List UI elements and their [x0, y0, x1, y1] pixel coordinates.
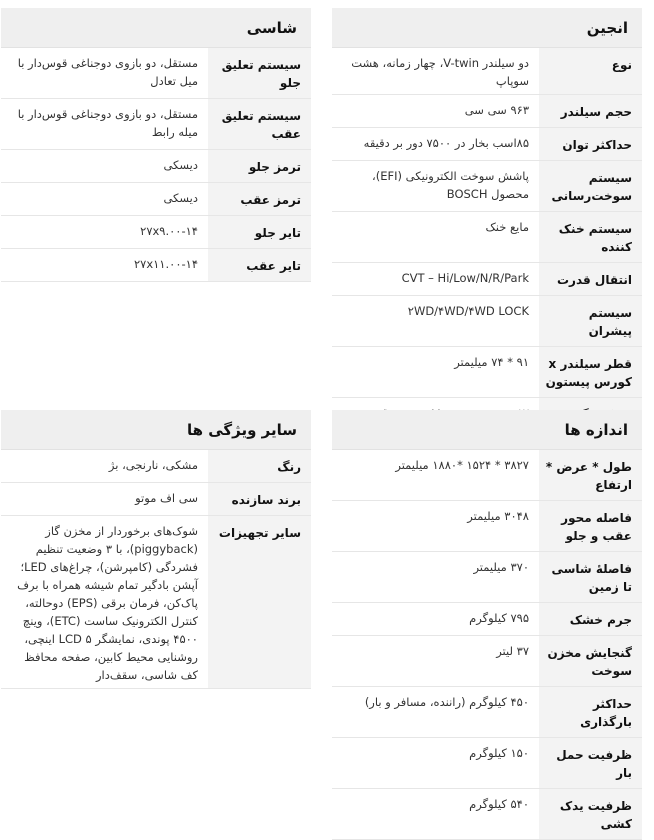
spec-value: مایع خنک	[485, 220, 529, 234]
spec-row	[1, 249, 311, 282]
spec-label: سیستم تعلیق جلو	[208, 48, 311, 98]
spec-value: ۲۷x۱۱.۰۰-۱۴	[133, 257, 198, 271]
spec-value: شوک‌های برخوردار از مخزن گاز (piggyback)، با ۳ وضعیت تنظیم فشردگی (کامپرشن)، چراغ‌های LED؛ آپشن بادگیر تمام شیشه همراه با برف پاک‌کن، فرمان برقی (EPS) دوحالته، کنترل الکترونیک ساست (ETC)، وینچ ۴۵۰۰ پوندی، نمایشگر ۵ LCD اینچی، روشنایی محیط کابین، صفحه محافظ کف شاسی، سقف‌دار	[17, 524, 198, 682]
spec-row	[1, 99, 311, 150]
spec-value: مستقل، دو بازوی دوجناغی قوس‌دار با میل تعادل	[17, 56, 198, 88]
spec-label: جرم خشک	[539, 603, 642, 635]
spec-row	[1, 516, 311, 689]
spec-label: نوع	[539, 48, 642, 94]
spec-row	[1, 450, 311, 483]
spec-row	[1, 483, 311, 516]
dimensions-spec-rows	[332, 450, 642, 840]
spec-label: ظرفیت حمل بار	[539, 738, 642, 788]
spec-label: رنگ	[208, 450, 311, 482]
spec-row	[332, 347, 642, 398]
spec-label: حجم سیلندر	[539, 95, 642, 127]
other-features-card-title: سایر ویژگی ها	[1, 410, 311, 450]
other-features-card	[1, 410, 311, 689]
spec-value: ۸۵اسب بخار در ۷۵۰۰ دور بر دقیقه	[363, 136, 529, 150]
spec-row	[332, 212, 642, 263]
engine-spec-card	[332, 8, 642, 431]
spec-label: تایر جلو	[208, 216, 311, 248]
spec-row	[332, 263, 642, 296]
spec-value: ۵۴۰ کیلوگرم	[469, 797, 529, 811]
spec-row	[332, 738, 642, 789]
spec-row	[332, 636, 642, 687]
spec-value: دو سیلندر V-twin، چهار زمانه، هشت سوپاپ	[351, 56, 529, 88]
spec-value: ۳۷۰ میلیمتر	[473, 560, 529, 574]
dimensions-spec-card	[332, 410, 642, 840]
spec-label: ظرفیت یدک کشی	[539, 789, 642, 839]
spec-row	[1, 150, 311, 183]
spec-value: دیسکی	[163, 158, 198, 172]
spec-row	[332, 161, 642, 212]
spec-label: سیستم پیشران	[539, 296, 642, 346]
spec-row	[1, 48, 311, 99]
engine-spec-rows	[332, 48, 642, 431]
spec-row	[332, 95, 642, 128]
spec-value: CVT – Hi/Low/N/R/Park	[401, 271, 529, 285]
spec-label: سیستم تعلیق عقب	[208, 99, 311, 149]
spec-value: سی اف موتو	[135, 491, 198, 505]
engine-card-title: انجین	[332, 8, 642, 48]
spec-row	[332, 552, 642, 603]
spec-row	[332, 687, 642, 738]
chassis-spec-card	[1, 8, 311, 282]
spec-label: سایر تجهیزات	[208, 516, 311, 688]
spec-label: فاصلهٔ شاسی تا زمین	[539, 552, 642, 602]
chassis-card-title: شاسی	[1, 8, 311, 48]
spec-row	[332, 296, 642, 347]
other-features-rows	[1, 450, 311, 689]
spec-label: حداکثر بارگذاری	[539, 687, 642, 737]
spec-label: ترمز جلو	[208, 150, 311, 182]
spec-row	[1, 216, 311, 249]
spec-label: ترمز عقب	[208, 183, 311, 215]
spec-value: ۳۷ لیتر	[496, 644, 529, 658]
spec-row	[332, 789, 642, 840]
spec-value: ۷۹۵ کیلوگرم	[469, 611, 529, 625]
spec-value: مشکی، نارنجی، بژ	[108, 458, 198, 472]
spec-label: گنجایش مخزن سوخت	[539, 636, 642, 686]
spec-label: سیستم سوخت‌رسانی	[539, 161, 642, 211]
spec-value: مستقل، دو بازوی دوجناغی قوس‌دار با میله رابط	[17, 107, 198, 139]
spec-value: ۳۸۲۷ * ۱۵۲۴ *۱۸۸۰ میلیمتر	[395, 458, 529, 472]
spec-label: سیستم خنک کننده	[539, 212, 642, 262]
spec-row	[332, 128, 642, 161]
spec-label: طول * عرض * ارتفاع	[539, 450, 642, 500]
spec-label: حداکثر توان	[539, 128, 642, 160]
dimensions-card-title: اندازه ها	[332, 410, 642, 450]
spec-row	[332, 603, 642, 636]
spec-row	[1, 183, 311, 216]
spec-label: قطر سیلندر x کورس پیستون	[539, 347, 642, 397]
spec-row	[332, 450, 642, 501]
spec-row	[332, 48, 642, 95]
spec-label: فاصله محور عقب و جلو	[539, 501, 642, 551]
spec-value: ۹۱ * ۷۴ میلیمتر	[454, 355, 529, 369]
spec-row	[332, 501, 642, 552]
spec-value: ۹۶۳ سی سی	[464, 103, 529, 117]
spec-label: برند سازنده	[208, 483, 311, 515]
spec-value: ۴۵۰ کیلوگرم (راننده، مسافر و بار)	[364, 695, 529, 709]
spec-value: ۳۰۴۸ میلیمتر	[467, 509, 529, 523]
spec-value: ۲۷x۹.۰۰-۱۴	[140, 224, 198, 238]
spec-value: ۲WD/۴WD/۴WD LOCK	[407, 304, 529, 318]
spec-label: تایر عقب	[208, 249, 311, 281]
chassis-spec-rows	[1, 48, 311, 282]
spec-value: دیسکی	[163, 191, 198, 205]
spec-value: پاشش سوخت الکترونیکی (EFI)، محصول BOSCH	[372, 169, 529, 201]
spec-label: انتقال قدرت	[539, 263, 642, 295]
spec-value: ۱۵۰ کیلوگرم	[469, 746, 529, 760]
